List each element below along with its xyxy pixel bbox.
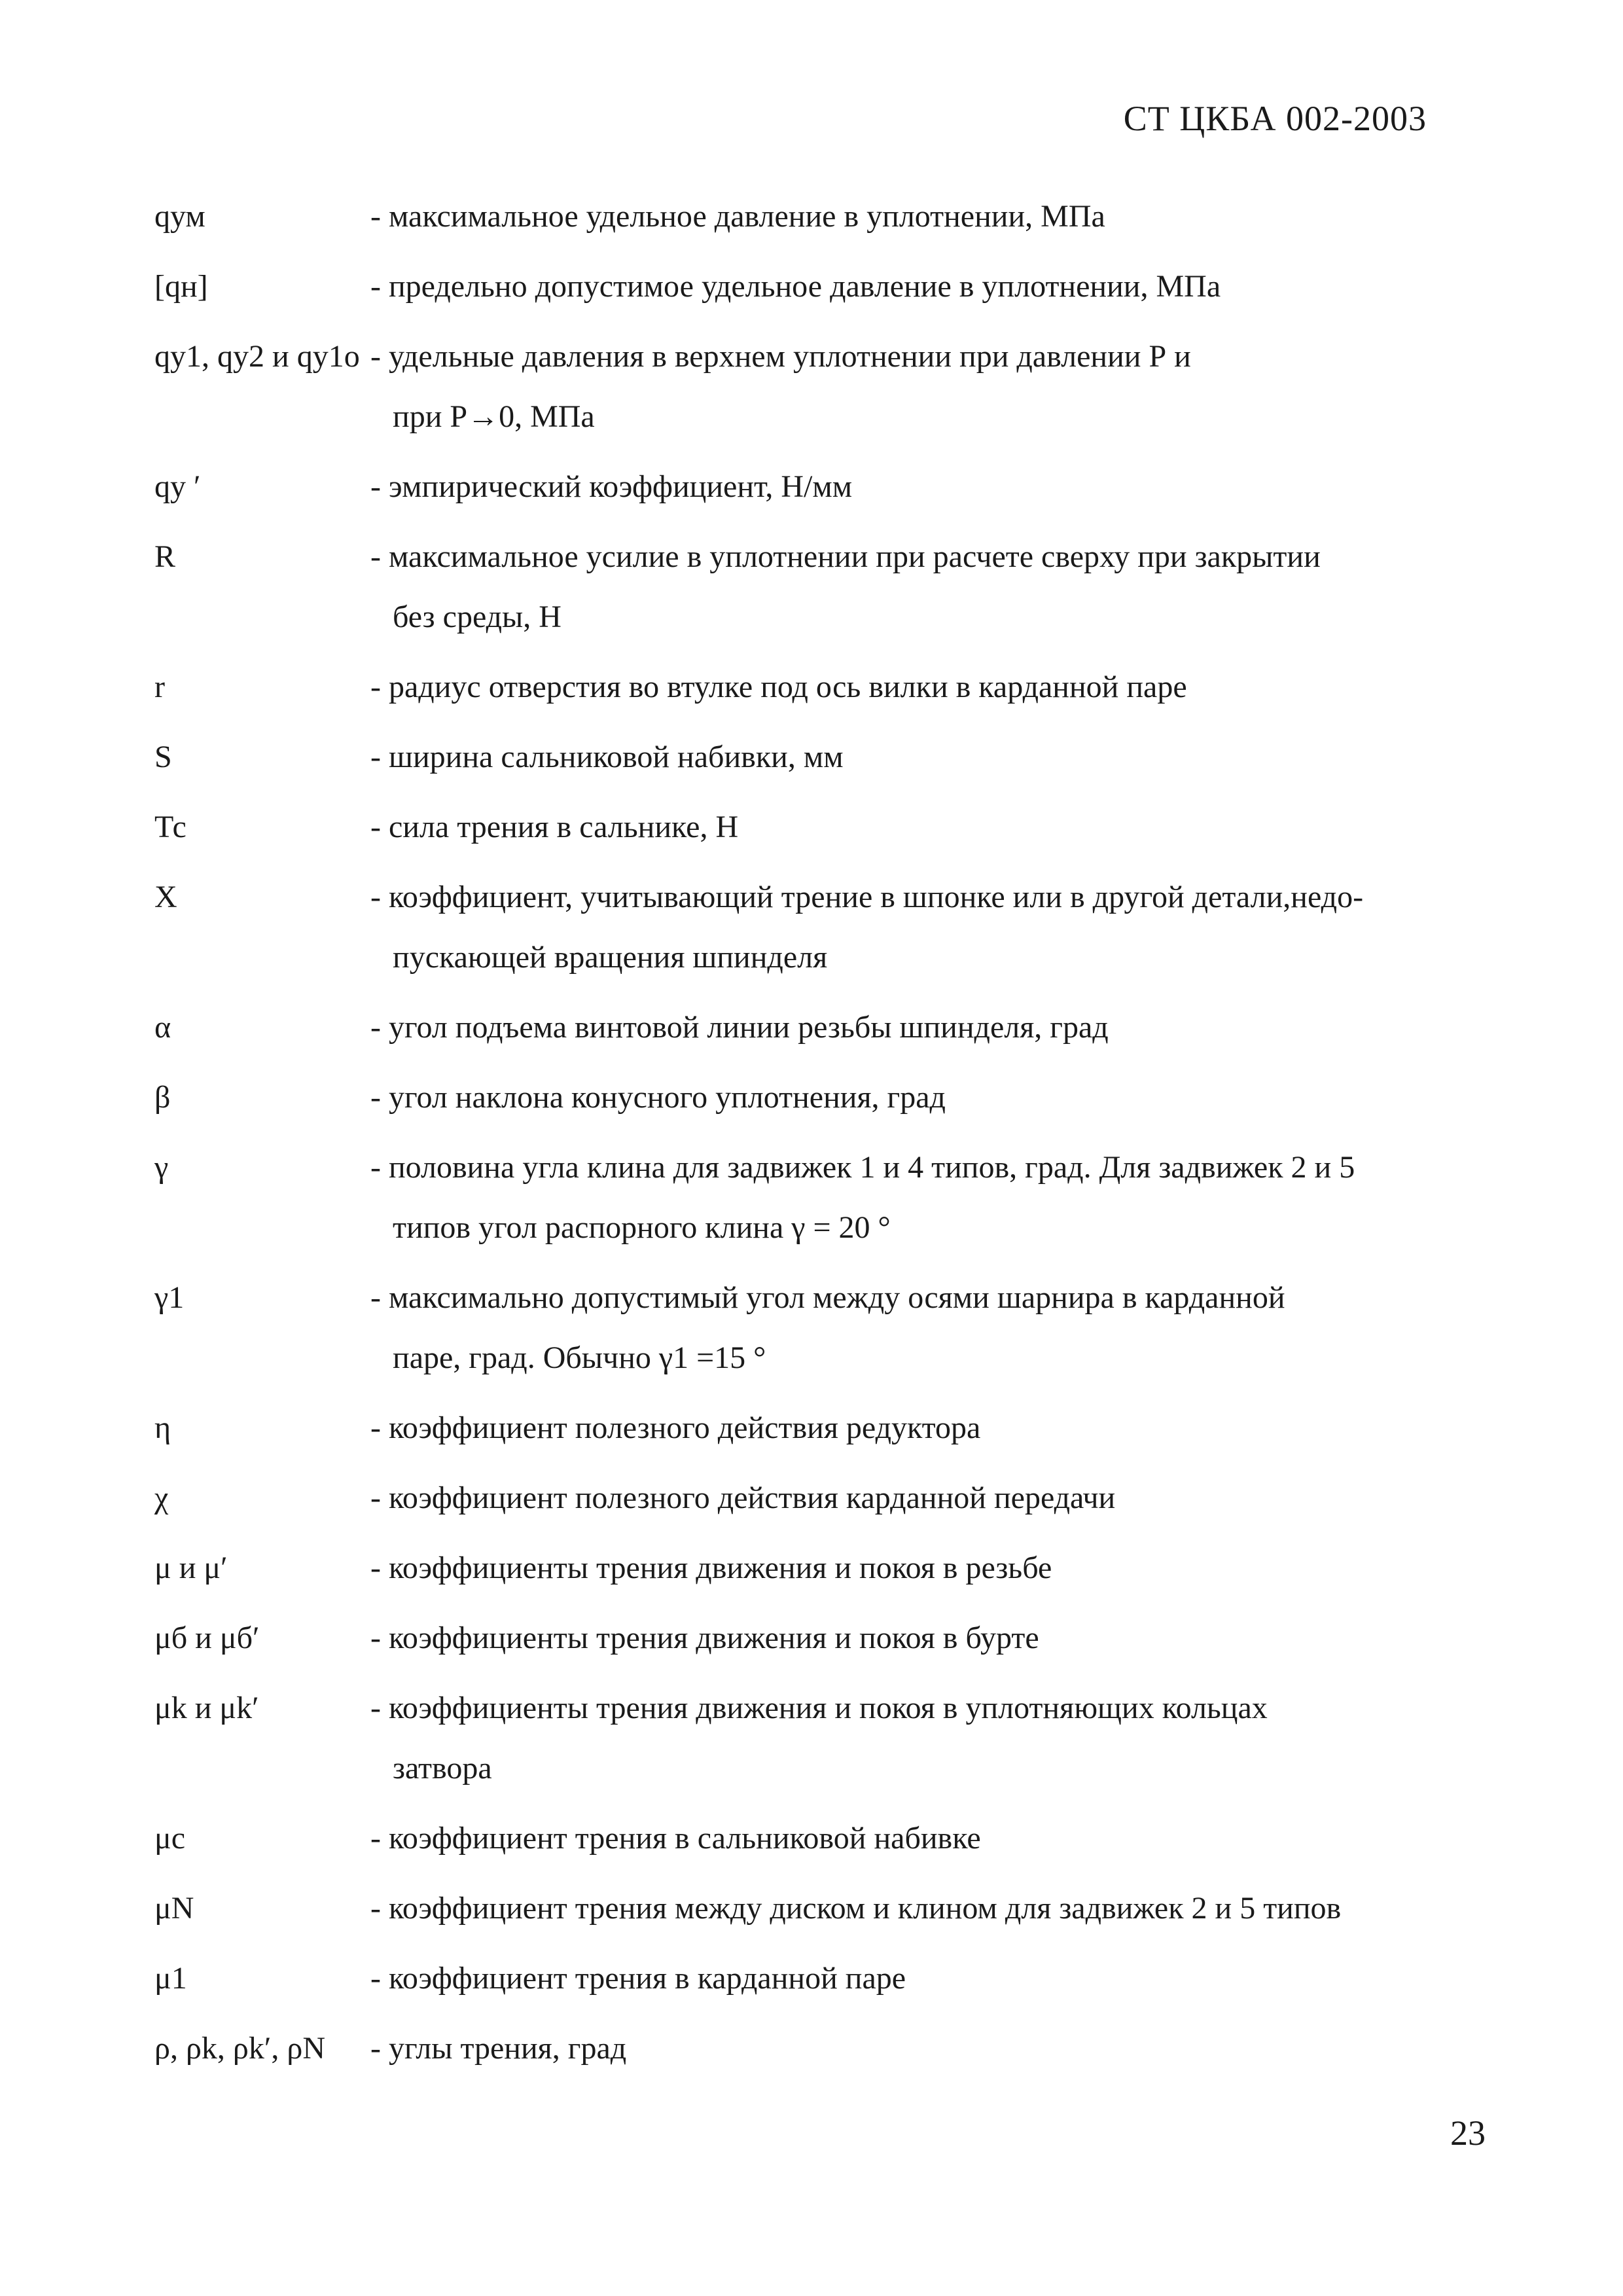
definition-text-block [370,1398,1496,1458]
definition-text: - угол наклона конусного уплотнения, град [370,1080,946,1115]
definition-text: - коэффициенты трения движения и покоя в резьбе [370,1551,1052,1585]
definition-continuation: затвора [393,1751,492,1785]
definition-row [154,1958,1496,2009]
definition-text-block [370,797,1496,857]
definition-symbol: S [154,740,172,774]
definition-row [154,2028,1496,2079]
definition-text-block [370,867,1496,988]
definition-row [154,737,1496,787]
definition-row [154,537,1496,647]
definition-text: - сила трения в сальнике, Н [370,810,739,844]
definition-text-block [370,457,1496,517]
definition-symbol: r [154,670,165,704]
definition-row [154,1618,1496,1668]
definition-symbol: qу1, qу2 и qу1о [154,339,360,374]
definition-symbol: μ1 [154,1961,187,1996]
definition-continuation: пускающей вращения шпинделя [393,940,828,975]
definition-row [154,336,1496,447]
definition-text-block [370,187,1496,247]
definition-text-block [370,327,1496,447]
definition-text: - коэффициент трения между диском и клином для задвижек 2 и 5 типов [370,1891,1342,1926]
definition-text-block [370,1138,1496,1258]
definition-row [154,1007,1496,1058]
definition-text: - коэффициент полезного действия карданной передачи [370,1480,1116,1515]
definition-text-block [370,1067,1496,1128]
definition-text-block [370,1878,1496,1939]
definition-row [154,1278,1496,1388]
definition-symbol: μN [154,1891,194,1926]
definition-symbol: qум [154,199,205,234]
page-number: 23 [1450,2113,1486,2153]
definition-text-block [370,1538,1496,1598]
definition-symbol: ρ, ρk, ρk′, ρN [154,2031,325,2066]
definition-text: - коэффициент трения в карданной паре [370,1961,906,1996]
definition-row [154,196,1496,247]
definition-symbol: μk и μk′ [154,1691,259,1725]
definition-text: - угол подъема винтовой линии резьбы шпинделя, град [370,1010,1109,1045]
definition-row [154,467,1496,517]
definition-text: - коэффициент трения в сальниковой набивке [370,1821,981,1856]
definition-row [154,1478,1496,1528]
definition-symbol: Х [154,880,177,914]
definition-row [154,1888,1496,1939]
definition-text-block [370,997,1496,1058]
definition-text: - коэффициент, учитывающий трение в шпонке или в другой детали,недо- [370,880,1364,914]
definition-text: - максимально допустимый угол между осями шарнира в карданной [370,1280,1285,1315]
definition-text-block [370,1608,1496,1668]
definition-row [154,1688,1496,1799]
definition-text: - максимальное усилие в уплотнении при расчете сверху при закрытии [370,539,1321,574]
definition-symbol: μc [154,1821,186,1856]
definition-row [154,1408,1496,1458]
definition-continuation: типов угол распорного клина γ = 20 ° [393,1210,891,1245]
definition-symbol: χ [154,1480,169,1515]
definition-symbol: γ [154,1150,169,1185]
definition-text: - ширина сальниковой набивки, мм [370,740,844,774]
definition-text: - углы трения, град [370,2031,627,2066]
definition-row [154,1077,1496,1128]
definition-row [154,1818,1496,1869]
definition-text: - половина угла клина для задвижек 1 и 4 типов, град. Для задвижек 2 и 5 [370,1150,1355,1185]
definition-symbol: γ1 [154,1280,185,1315]
definition-text: - максимальное удельное давление в уплотнении, МПа [370,199,1105,234]
definition-text: - удельные давления в верхнем уплотнении при давлении Р и [370,339,1191,374]
definition-text-block [370,1808,1496,1869]
definition-row [154,877,1496,988]
definition-text: - эмпирический коэффициент, Н/мм [370,469,853,504]
definition-text: - коэффициент полезного действия редуктора [370,1410,981,1445]
definition-row [154,1147,1496,1258]
document-header: СТ ЦКБА 002-2003 [1123,99,1427,138]
definition-text: - коэффициенты трения движения и покоя в бурте [370,1621,1039,1655]
definition-symbol: qу ′ [154,469,201,504]
definition-text: - предельно допустимое удельное давление в уплотнении, МПа [370,269,1221,304]
definition-text-block [370,1678,1496,1799]
definition-text: - коэффициенты трения движения и покоя в уплотняющих кольцах [370,1691,1268,1725]
definition-continuation: паре, град. Обычно γ1 =15 ° [393,1340,766,1375]
definition-row [154,807,1496,857]
definition-symbol: μб и μб′ [154,1621,260,1655]
definitions-list [154,196,1496,2098]
definition-row [154,667,1496,717]
definition-text-block [370,1948,1496,2009]
definition-text-block [370,727,1496,787]
definition-symbol: α [154,1010,171,1045]
definition-symbol: μ и μ′ [154,1551,228,1585]
definition-text-block [370,257,1496,317]
definition-text-block [370,2018,1496,2079]
definition-text-block [370,657,1496,717]
definition-text-block [370,1468,1496,1528]
definition-symbol: η [154,1410,171,1445]
definition-text: - радиус отверстия во втулке под ось вилки в карданной паре [370,670,1187,704]
definition-text-block [370,1268,1496,1388]
definition-row [154,266,1496,317]
definition-text-block [370,527,1496,647]
definition-continuation: без среды, Н [393,600,562,634]
definition-row [154,1548,1496,1598]
definition-symbol: β [154,1080,171,1115]
definition-symbol: Тс [154,810,187,844]
definition-continuation: при Р→0, МПа [393,399,595,434]
definition-symbol: [qн] [154,269,208,304]
definition-symbol: R [154,539,176,574]
